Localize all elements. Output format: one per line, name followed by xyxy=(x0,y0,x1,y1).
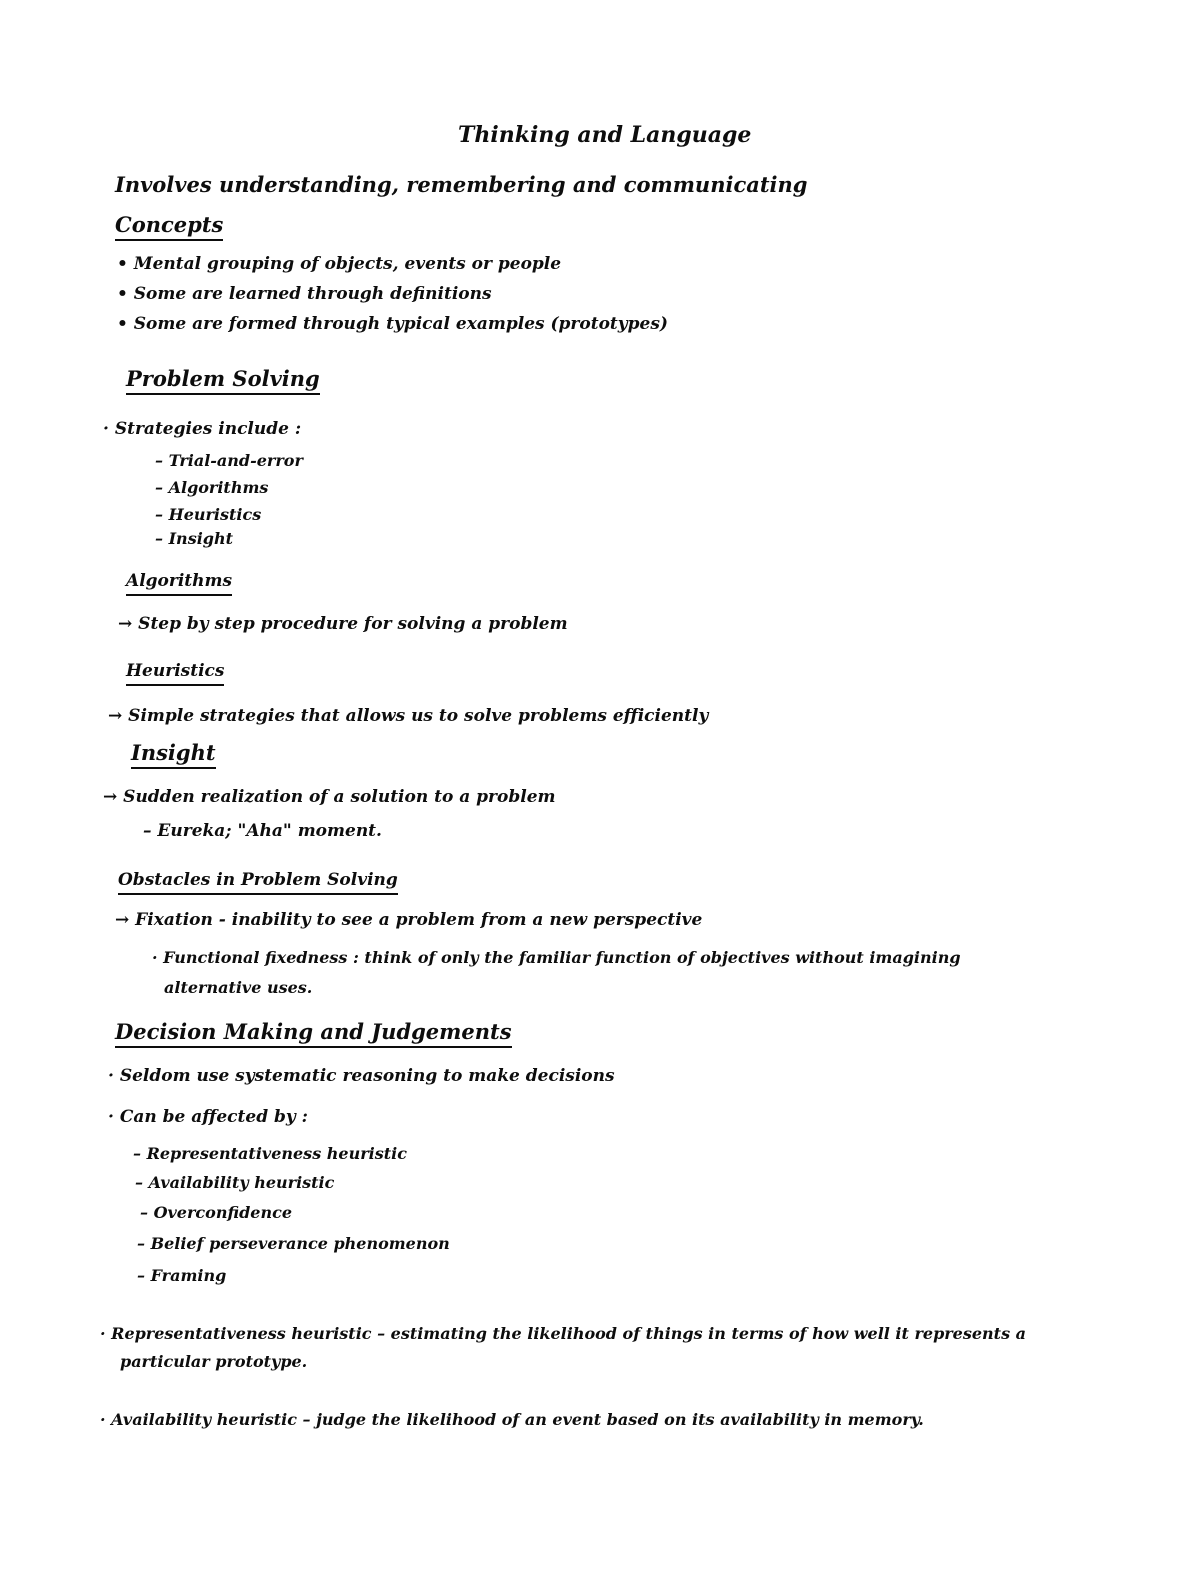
concepts-item-2: • Some are learned through definitions xyxy=(117,284,492,304)
algorithms-heading: Algorithms xyxy=(126,573,232,596)
decision-heading: Decision Making and Judgements xyxy=(115,1021,512,1048)
functional-fixedness-line-1: · Functional fixedness : think of only the familiar function of objectives without imagining xyxy=(152,948,961,967)
heuristics-definition: → Simple strategies that allows us to solve problems efficiently xyxy=(108,706,709,726)
decision-item-1: · Seldom use systematic reasoning to make decisions xyxy=(108,1066,615,1086)
insight-sub: – Eureka; "Aha" moment. xyxy=(143,821,382,841)
page-title: Thinking and Language xyxy=(458,122,752,148)
affect-item-5: – Framing xyxy=(137,1266,227,1285)
strategy-item-2: – Algorithms xyxy=(155,478,269,497)
insight-heading: Insight xyxy=(131,742,216,769)
representativeness-line-2: particular prototype. xyxy=(120,1352,308,1371)
availability-line-1: · Availability heuristic – judge the likelihood of an event based on its availability in memory. xyxy=(100,1410,924,1429)
affect-item-3: – Overconfidence xyxy=(140,1203,293,1222)
obstacles-definition: → Fixation - inability to see a problem from a new perspective xyxy=(115,910,703,930)
decision-item-2: · Can be affected by : xyxy=(108,1107,308,1127)
affect-item-2: – Availability heuristic xyxy=(135,1173,335,1192)
concepts-item-3: • Some are formed through typical examples (prototypes) xyxy=(117,314,668,334)
strategy-item-4: – Insight xyxy=(155,529,233,548)
obstacles-heading: Obstacles in Problem Solving xyxy=(118,872,398,895)
functional-fixedness-line-2: alternative uses. xyxy=(164,978,313,997)
strategies-lead: · Strategies include : xyxy=(103,419,302,439)
affect-item-4: – Belief perseverance phenomenon xyxy=(137,1234,450,1253)
strategy-item-1: – Trial-and-error xyxy=(155,451,303,470)
intro-text: Involves understanding, remembering and communicating xyxy=(115,172,808,197)
insight-definition: → Sudden realization of a solution to a problem xyxy=(103,787,556,807)
problem-solving-heading: Problem Solving xyxy=(126,368,320,395)
concepts-item-1: • Mental grouping of objects, events or people xyxy=(117,254,562,274)
concepts-heading: Concepts xyxy=(115,214,223,241)
strategy-item-3: – Heuristics xyxy=(155,505,262,524)
representativeness-line-1: · Representativeness heuristic – estimating the likelihood of things in terms of how well it represents a xyxy=(100,1324,1027,1343)
heuristics-heading: Heuristics xyxy=(126,663,224,686)
algorithms-definition: → Step by step procedure for solving a problem xyxy=(118,614,568,634)
affect-item-1: – Representativeness heuristic xyxy=(133,1144,407,1163)
